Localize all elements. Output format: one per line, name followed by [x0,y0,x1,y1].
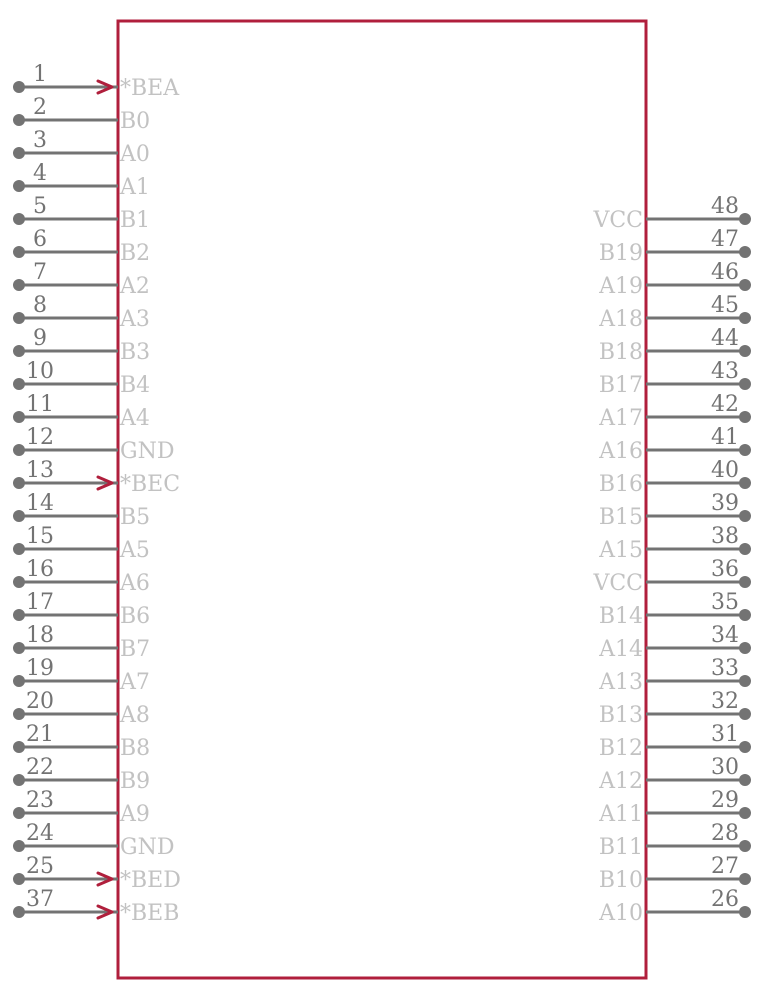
pin-number: 30 [711,755,739,780]
pin-number: 1 [33,62,47,87]
pin-number: 12 [26,425,54,450]
pin-label: B13 [598,703,643,728]
pin-number: 41 [711,425,739,450]
pin-number: 3 [33,128,47,153]
pin-label: *BEA [120,76,180,101]
pin-number: 45 [711,293,739,318]
pin-label: B7 [120,637,151,662]
pin-label: VCC [593,208,643,233]
pin-number: 16 [26,557,54,582]
pin-number: 26 [711,887,739,912]
component-body [118,21,646,978]
pin-label: GND [120,835,175,860]
pin-label: VCC [593,571,643,596]
pin-number: 46 [711,260,739,285]
pin-label: B1 [120,208,151,233]
pin-endpoint-dot [13,840,25,852]
pin-label: B4 [120,373,151,398]
pin-label: *BEC [120,472,181,497]
left-pin-group [13,62,181,926]
pin-endpoint-dot [739,444,751,456]
pin-label: *BEB [120,901,180,926]
pin-label: B3 [120,340,151,365]
pin-label: A9 [120,802,150,827]
pin-endpoint-dot [13,807,25,819]
pin-number: 21 [26,722,54,747]
pin-label: A18 [599,307,643,332]
pin-label: B2 [120,241,151,266]
pin-number: 18 [26,623,54,648]
pin-label: A6 [120,571,150,596]
pin-endpoint-dot [13,477,25,489]
pin-label: B17 [598,373,643,398]
pin-label: B19 [598,241,643,266]
pin-endpoint-dot [739,675,751,687]
pin-number: 27 [711,854,739,879]
pin-number: 17 [26,590,54,615]
pin-endpoint-dot [13,81,25,93]
pin-endpoint-dot [739,246,751,258]
pin-label: B12 [598,736,643,761]
pin-number: 47 [711,227,739,252]
pin-endpoint-dot [739,213,751,225]
pin-number: 38 [711,524,739,549]
pin-endpoint-dot [739,840,751,852]
pin-endpoint-dot [739,807,751,819]
pin-label: A15 [599,538,643,563]
pin-number: 44 [711,326,739,351]
pin-endpoint-dot [739,345,751,357]
pin-endpoint-dot [13,345,25,357]
pin-endpoint-dot [13,609,25,621]
pin-number: 35 [711,590,739,615]
pin-endpoint-dot [13,279,25,291]
pin-label: A5 [120,538,150,563]
pin-endpoint-dot [739,477,751,489]
pin-number: 37 [26,887,54,912]
pin-endpoint-dot [739,576,751,588]
pin-number: 34 [711,623,739,648]
pin-endpoint-dot [739,774,751,786]
pin-number: 14 [26,491,54,516]
pin-endpoint-dot [13,180,25,192]
pin-endpoint-dot [13,411,25,423]
pin-endpoint-dot [739,642,751,654]
pin-number: 5 [33,194,47,219]
pin-label: B11 [598,835,643,860]
pin-number: 22 [26,755,54,780]
pin-label: B0 [120,109,151,134]
pin-label: B14 [598,604,643,629]
pin-endpoint-dot [13,147,25,159]
pin-endpoint-dot [13,873,25,885]
pin-endpoint-dot [13,444,25,456]
pin-label: A12 [599,769,643,794]
pin-label: A10 [599,901,643,926]
pin-endpoint-dot [13,543,25,555]
pin-number: 7 [33,260,47,285]
pin-number: 11 [26,392,54,417]
pin-number: 2 [33,95,47,120]
pin-label: B8 [120,736,151,761]
pin-label: *BED [120,868,181,893]
pin-label: A17 [599,406,643,431]
pin-label: B9 [120,769,151,794]
right-pin-group [592,194,751,926]
pin-endpoint-dot [13,708,25,720]
pin-label: A2 [120,274,150,299]
pin-number: 40 [711,458,739,483]
pin-label: B5 [120,505,151,530]
pin-number: 8 [33,293,47,318]
pin-endpoint-dot [739,411,751,423]
pin-label: B16 [598,472,643,497]
pin-number: 15 [26,524,54,549]
pin-number: 28 [711,821,739,846]
pin-number: 36 [711,557,739,582]
pin-endpoint-dot [739,378,751,390]
pin-label: A13 [599,670,643,695]
pin-endpoint-dot [739,279,751,291]
pin-endpoint-dot [739,873,751,885]
pin-endpoint-dot [739,906,751,918]
pin-endpoint-dot [13,774,25,786]
pin-endpoint-dot [13,576,25,588]
pin-label: A3 [120,307,150,332]
pin-number: 29 [711,788,739,813]
pin-endpoint-dot [13,642,25,654]
pin-label: A11 [599,802,643,827]
pin-endpoint-dot [13,675,25,687]
pin-label: A4 [120,406,150,431]
pin-endpoint-dot [13,213,25,225]
pin-number: 32 [711,689,739,714]
pin-endpoint-dot [739,741,751,753]
pin-label: A14 [599,637,643,662]
pin-endpoint-dot [739,312,751,324]
pin-number: 25 [26,854,54,879]
pin-label: A1 [120,175,150,200]
pin-number: 42 [711,392,739,417]
pin-number: 4 [33,161,47,186]
pin-label: A8 [120,703,150,728]
pin-label: B10 [598,868,643,893]
pin-label: A19 [599,274,643,299]
pin-label: A0 [120,142,150,167]
pin-number: 13 [26,458,54,483]
pin-endpoint-dot [13,246,25,258]
pin-endpoint-dot [739,708,751,720]
pin-endpoint-dot [739,609,751,621]
pin-number: 23 [26,788,54,813]
pin-label: A16 [599,439,643,464]
pin-label: GND [120,439,175,464]
pin-endpoint-dot [13,741,25,753]
pin-endpoint-dot [13,906,25,918]
pin-number: 48 [711,194,739,219]
pin-number: 6 [33,227,47,252]
pin-number: 31 [711,722,739,747]
pin-endpoint-dot [739,543,751,555]
pin-label: B6 [120,604,151,629]
pin-endpoint-dot [739,510,751,522]
pin-endpoint-dot [13,312,25,324]
pin-number: 20 [26,689,54,714]
pin-label: B18 [598,340,643,365]
pin-number: 10 [26,359,54,384]
pin-label: B15 [598,505,643,530]
pin-number: 24 [26,821,54,846]
pin-number: 43 [711,359,739,384]
pin-number: 33 [711,656,739,681]
pin-endpoint-dot [13,510,25,522]
pin-number: 9 [33,326,47,351]
pin-label: A7 [120,670,150,695]
pin-number: 19 [26,656,54,681]
pin-endpoint-dot [13,378,25,390]
pin-endpoint-dot [13,114,25,126]
pin-number: 39 [711,491,739,516]
